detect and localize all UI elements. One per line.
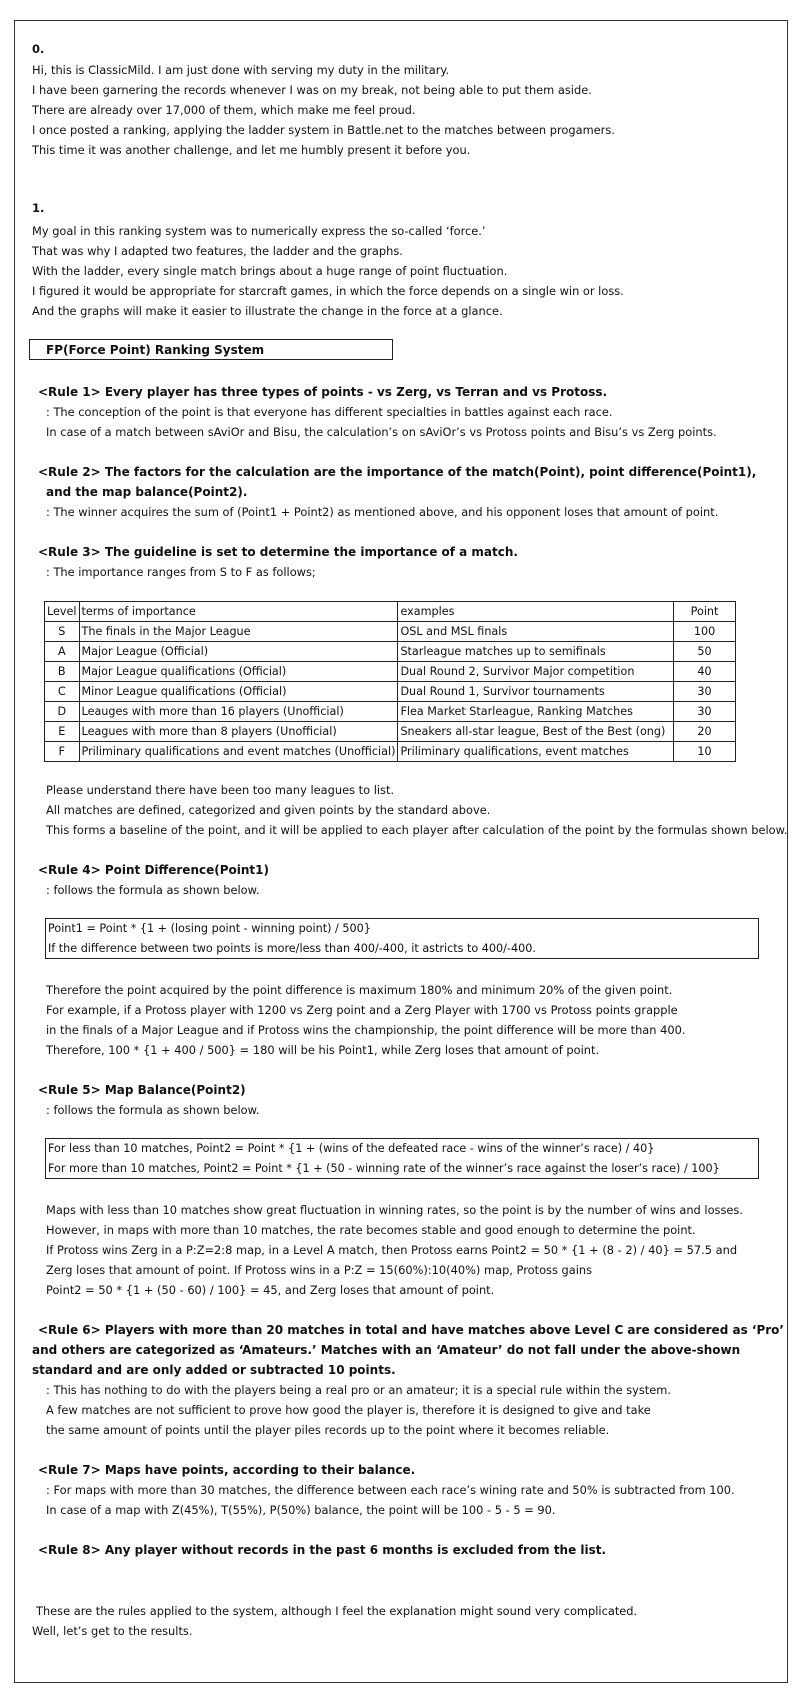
cell-point: 30 [674, 702, 736, 722]
table-row [45, 642, 736, 662]
rule7-line: In case of a map with Z(45%), T(55%), P(50%) balance, the point will be 100 - 5 - 5 = 90. [46, 1503, 556, 1517]
rule2-title: <Rule 2> The factors for the calculation are the importance of the match(Point), point difference(Point1), [38, 465, 757, 479]
cell-examples: Dual Round 2, Survivor Major competition [398, 662, 674, 682]
rule7-line: : For maps with more than 30 matches, the difference between each race’s wining rate and 50% is subtracted from 100. [46, 1483, 735, 1497]
cell-examples: Flea Market Starleague, Ranking Matches [398, 702, 674, 722]
after-table-line: Please understand there have been too many leagues to list. [46, 783, 395, 797]
cell-level: D [45, 702, 80, 722]
cell-point: 10 [674, 742, 736, 762]
rule8-title: <Rule 8> Any player without records in the past 6 months is excluded from the list. [38, 1543, 607, 1557]
cell-terms: Priliminary qualifications and event matches (Unofficial) [79, 742, 398, 762]
part1-line: I figured it would be appropriate for starcraft games, in which the force depends on a single win or loss. [32, 284, 624, 298]
rule5-formula-box [45, 1138, 759, 1179]
rule4-line: in the finals of a Major League and if Protoss wins the championship, the point difference will be more than 400. [46, 1023, 686, 1037]
rule4-sub: : follows the formula as shown below. [46, 883, 260, 897]
rule7-title: <Rule 7> Maps have points, according to their balance. [38, 1463, 416, 1477]
rule6-title-cont: standard and are only added or subtracted 10 points. [32, 1363, 396, 1377]
rule3-line: : The importance ranges from S to F as follows; [46, 565, 316, 579]
part1-line: And the graphs will make it easier to illustrate the change in the force at a glance. [32, 304, 503, 318]
intro-line: I have been garnering the records whenever I was on my break, not being able to put them aside. [32, 83, 592, 97]
part1-line: My goal in this ranking system was to numerically express the so-called ‘force.’ [32, 224, 486, 238]
rule5-line: Point2 = 50 * {1 + (50 - 60) / 100} = 45, and Zerg loses that amount of point. [46, 1283, 495, 1297]
rule2-title-cont: and the map balance(Point2). [46, 485, 248, 499]
cell-examples: Dual Round 1, Survivor tournaments [398, 682, 674, 702]
table-row [45, 702, 736, 722]
cell-terms: Leagues with more than 8 players (Unofficial) [79, 722, 398, 742]
rule5-line: If Protoss wins Zerg in a P:Z=2:8 map, in a Level A match, then Protoss earns Point2 = 50 * {1 + (8 - 2) / 40} = 57.5 and [46, 1243, 738, 1257]
system-title: FP(Force Point) Ranking System [46, 343, 265, 357]
cell-terms: Major League qualifications (Official) [79, 662, 398, 682]
intro-line: I once posted a ranking, applying the ladder system in Battle.net to the matches between progamers. [32, 123, 615, 137]
header-terms: terms of importance [79, 602, 398, 622]
cell-level: S [45, 622, 80, 642]
rule5-sub: : follows the formula as shown below. [46, 1103, 260, 1117]
intro-line: Hi, this is ClassicMild. I am just done with serving my duty in the military. [32, 63, 450, 77]
rule6-line: the same amount of points until the player piles records up to the point where it becomes reliable. [46, 1423, 610, 1437]
part1-line: With the ladder, every single match brings about a huge range of point fluctuation. [32, 264, 508, 278]
header-point: Point [674, 602, 736, 622]
cell-examples: Sneakers all-star league, Best of the Best (ong) [398, 722, 674, 742]
cell-level: A [45, 642, 80, 662]
cell-terms: Major League (Official) [79, 642, 398, 662]
table-row [45, 722, 736, 742]
rule5-title: <Rule 5> Map Balance(Point2) [38, 1083, 246, 1097]
importance-table [44, 601, 736, 762]
cell-level: C [45, 682, 80, 702]
intro-line: There are already over 17,000 of them, which make me feel proud. [32, 103, 416, 117]
rule4-title: <Rule 4> Point Difference(Point1) [38, 863, 269, 877]
rule5-line: Maps with less than 10 matches show great fluctuation in winning rates, so the point is by the number of wins and losses. [46, 1203, 743, 1217]
rule3-title: <Rule 3> The guideline is set to determine the importance of a match. [38, 545, 518, 559]
rule1-line: : The conception of the point is that everyone has different specialties in battles against each race. [46, 405, 613, 419]
rule4-line: For example, if a Protoss player with 1200 vs Zerg point and a Zerg Player with 1700 vs Protoss points grapple [46, 1003, 678, 1017]
part1-line: That was why I adapted two features, the ladder and the graphs. [32, 244, 403, 258]
cell-terms: Leauges with more than 16 players (Unofficial) [79, 702, 398, 722]
rule2-line: : The winner acquires the sum of (Point1 + Point2) as mentioned above, and his opponent loses that amount of point. [46, 505, 719, 519]
rule5-line: However, in maps with more than 10 matches, the rate becomes stable and good enough to determine the point. [46, 1223, 696, 1237]
table-header-row [45, 602, 736, 622]
rule6-title: <Rule 6> Players with more than 20 matches in total and have matches above Level C are considered as ‘Pro’ [38, 1323, 784, 1337]
table-row [45, 742, 736, 762]
rule6-line: A few matches are not sufficient to prove how good the player is, therefore it is designed to give and take [46, 1403, 651, 1417]
rule1-line: In case of a match between sAviOr and Bisu, the calculation’s on sAviOr’s vs Protoss points and Bisu’s vs Zerg points. [46, 425, 717, 439]
cell-examples: OSL and MSL finals [398, 622, 674, 642]
after-table-line: All matches are defined, categorized and given points by the standard above. [46, 803, 491, 817]
cell-examples: Priliminary qualifications, event matches [398, 742, 674, 762]
after-table-line: This forms a baseline of the point, and it will be applied to each player after calculation of the point by the formulas shown below. [46, 823, 788, 837]
intro-line: This time it was another challenge, and let me humbly present it before you. [32, 143, 471, 157]
table-row [45, 662, 736, 682]
formula-line: If the difference between two points is more/less than 400/-400, it astricts to 400/-400. [48, 942, 536, 955]
cell-terms: The finals in the Major League [79, 622, 398, 642]
cell-examples: Starleague matches up to semifinals [398, 642, 674, 662]
formula-line: Point1 = Point * {1 + (losing point - winning point) / 500} [48, 922, 371, 935]
cell-point: 50 [674, 642, 736, 662]
cell-point: 40 [674, 662, 736, 682]
rule6-line: : This has nothing to do with the players being a real pro or an amateur; it is a special rule within the system. [46, 1383, 671, 1397]
rule5-line: Zerg loses that amount of point. If Protoss wins in a P:Z = 15(60%):10(40%) map, Protoss gains [46, 1263, 593, 1277]
header-examples: examples [398, 602, 674, 622]
rule6-title-cont: and others are categorized as ‘Amateurs.’ Matches with an ‘Amateur’ do not fall under the above-shown [32, 1343, 741, 1357]
cell-level: E [45, 722, 80, 742]
cell-point: 30 [674, 682, 736, 702]
formula-line: For more than 10 matches, Point2 = Point * {1 + (50 - winning rate of the winner’s race against the loser’s race) / 100} [48, 1162, 720, 1175]
cell-point: 20 [674, 722, 736, 742]
closing-line: These are the rules applied to the system, although I feel the explanation might sound very complicated. [36, 1604, 638, 1618]
header-level: Level [45, 602, 80, 622]
system-title-box [29, 339, 393, 360]
cell-level: F [45, 742, 80, 762]
rule4-line: Therefore the point acquired by the point difference is maximum 180% and minimum 20% of the given point. [46, 983, 673, 997]
table-row [45, 682, 736, 702]
formula-line: For less than 10 matches, Point2 = Point * {1 + (wins of the defeated race - wins of the winner’s race) / 40} [48, 1142, 655, 1155]
cell-point: 100 [674, 622, 736, 642]
rule4-line: Therefore, 100 * {1 + 400 / 500} = 180 will be his Point1, while Zerg loses that amount of point. [46, 1043, 600, 1057]
cell-terms: Minor League qualifications (Official) [79, 682, 398, 702]
rule1-title: <Rule 1> Every player has three types of points - vs Zerg, vs Terran and vs Protoss. [38, 385, 608, 399]
table-row [45, 622, 736, 642]
section-number-1: 1. [32, 201, 45, 215]
cell-level: B [45, 662, 80, 682]
section-number-0: 0. [32, 42, 45, 56]
rule4-formula-box [45, 918, 759, 959]
closing-line: Well, let’s get to the results. [32, 1624, 193, 1638]
